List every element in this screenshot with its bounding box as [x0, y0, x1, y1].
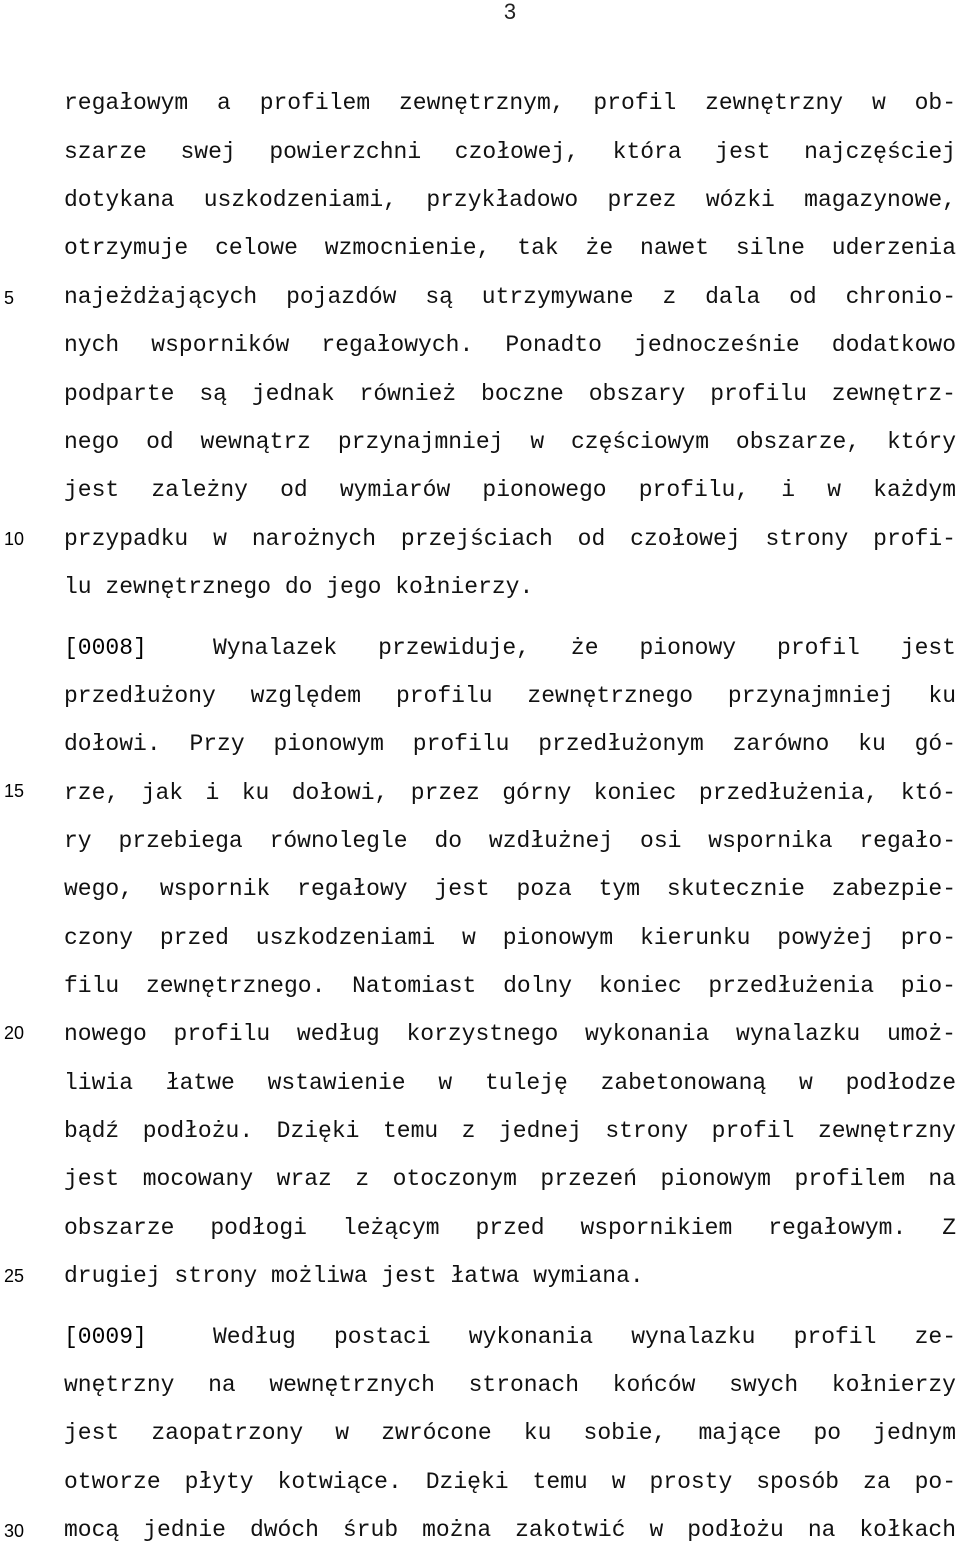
text-line: rze, jak i ku dołowi, przez górny koniec przedłużenia, któ- [64, 780, 956, 806]
margin-line-number: 10 [4, 529, 25, 549]
text-line: wego, wspornik regałowy jest poza tym skutecznie zabezpie- [64, 876, 956, 902]
text-line: nego od wewnątrz przynajmniej w częściowym obszarze, który [64, 429, 956, 455]
paragraph-number: [0008] [64, 635, 147, 661]
margin-line-number: 20 [4, 1023, 25, 1043]
text-line: szarze swej powierzchni czołowej, która jest najczęściej [64, 139, 956, 165]
text-line: wnętrzny na wewnętrznych stronach końców swych kołnierzy [64, 1372, 956, 1398]
text-line: czony przed uszkodzeniami w pionowym kierunku powyżej pro- [64, 925, 956, 951]
text-line: otworze płyty kotwiące. Dzięki temu w prosty sposób za po- [64, 1469, 956, 1495]
text-line: dołowi. Przy pionowym profilu przedłużonym zarówno ku gó- [64, 731, 956, 757]
text-line: liwia łatwe wstawienie w tuleję zabetonowaną w podłodze [64, 1070, 956, 1096]
text-line: przypadku w narożnych przejściach od czołowej strony profi- [64, 526, 956, 552]
text-line: przedłużony względem profilu zewnętrznego przynajmniej ku [64, 683, 956, 709]
text-line: nych wsporników regałowych. Ponadto jednocześnie dodatkowo [64, 332, 956, 358]
margin-line-number: 15 [4, 781, 25, 801]
text-line: ry przebiega równolegle do wzdłużnej osi wspornika regało- [64, 828, 956, 854]
text-line: drugiej strony możliwa jest łatwa wymiana. [64, 1263, 644, 1289]
text-line: bądź podłożu. Dzięki temu z jednej strony profil zewnętrzny [64, 1118, 956, 1144]
text-line: jest zaopatrzony w zwrócone ku sobie, mające po jednym [64, 1420, 956, 1446]
text-line: nowego profilu według korzystnego wykonania wynalazku umoż- [64, 1021, 956, 1047]
paragraph-number: [0009] [64, 1324, 147, 1350]
page-number: 3 [503, 0, 517, 24]
text-line: dotykana uszkodzeniami, przykładowo przez wózki magazynowe, [64, 187, 956, 213]
margin-line-number: 5 [4, 288, 15, 308]
text-line: obszarze podłogi leżącym przed wspornikiem regałowym. Z [64, 1215, 956, 1241]
text-line: jest mocowany wraz z otoczonym przezeń pionowym profilem na [64, 1166, 956, 1192]
text-line: lu zewnętrznego do jego kołnierzy. [64, 574, 534, 600]
text-line: regałowym a profilem zewnętrznym, profil zewnętrzny w ob- [64, 90, 956, 116]
text-line: filu zewnętrznego. Natomiast dolny koniec przedłużenia pio- [64, 973, 956, 999]
margin-line-number: 25 [4, 1266, 25, 1286]
text-line: otrzymuje celowe wzmocnienie, tak że nawet silne uderzenia [64, 235, 956, 261]
text-line: podparte są jednak również boczne obszary profilu zewnętrz- [64, 381, 956, 407]
text-line: Wynalazek przewiduje, że pionowy profil jest [213, 635, 956, 661]
text-line: najeżdżających pojazdów są utrzymywane z dala od chronio- [64, 284, 956, 310]
text-line: Według postaci wykonania wynalazku profil ze- [213, 1324, 956, 1350]
text-line: mocą jednie dwóch śrub można zakotwić w podłożu na kołkach [64, 1517, 956, 1543]
margin-line-number: 30 [4, 1521, 25, 1541]
text-line: jest zależny od wymiarów pionowego profilu, i w każdym [64, 477, 956, 503]
